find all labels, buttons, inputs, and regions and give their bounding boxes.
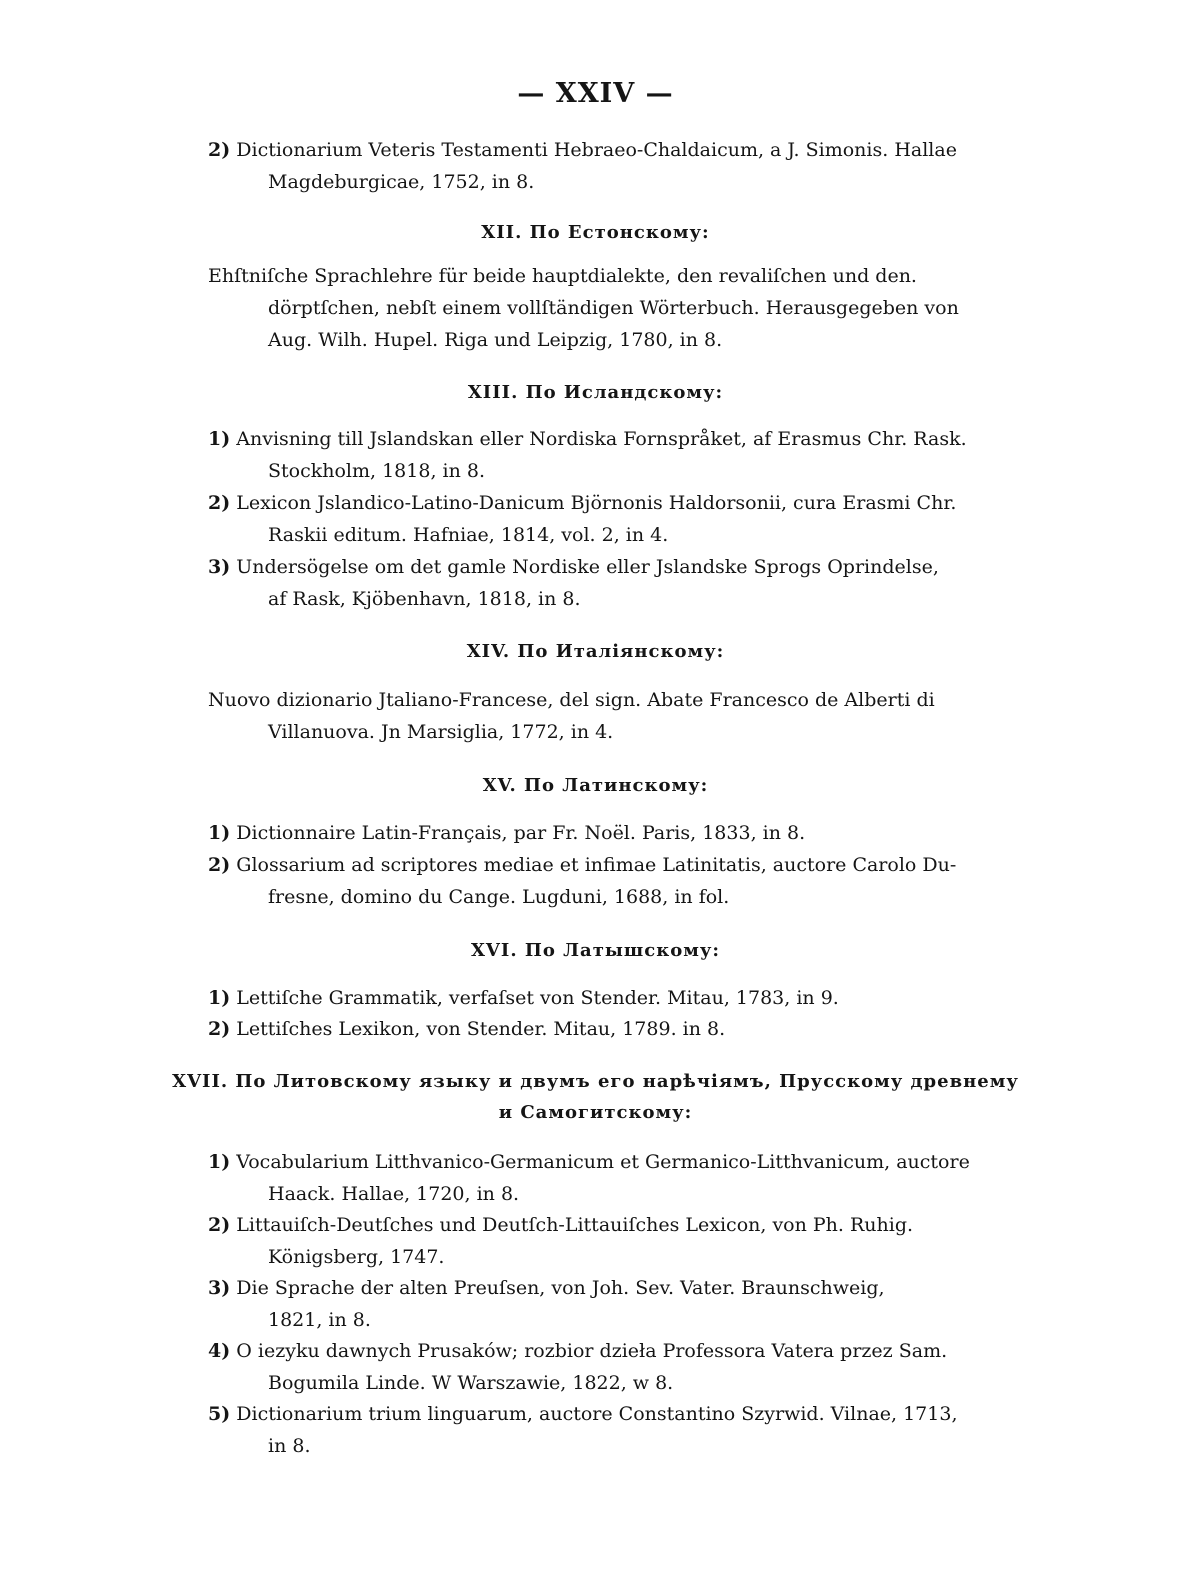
entry-number: 4) (208, 1340, 231, 1362)
entry-number: 3) (208, 556, 231, 578)
list-item (208, 551, 998, 615)
list-item (208, 134, 998, 198)
entry-continuation: Haack. Hallae, 1720, in 8. (268, 1183, 520, 1205)
list-item (208, 1146, 998, 1210)
entry-continuation: Aug. Wilh. Hupel. Riga und Leipzig, 1780, in 8. (268, 329, 723, 351)
entry-number: 3) (208, 1277, 231, 1299)
entry-text: Dictionarium trium linguarum, auctore Constantino Szyrwid. Vilnae, 1713, (236, 1403, 958, 1425)
list-item (208, 684, 998, 748)
entry-continuation: dörptſchen, nebſt einem vollſtändigen Wörterbuch. Herausgegeben von (268, 297, 959, 319)
entry-text: Littauiſch-Deutſches und Deutſch-Littauiſches Lexicon, von Ph. Ruhig. (236, 1214, 914, 1236)
page-number: — XXIV — (517, 78, 674, 109)
list-item (208, 1335, 998, 1399)
section-heading-continuation: и Самогитскому: (498, 1102, 693, 1123)
entry-number: 2) (208, 854, 231, 876)
entry-text: Vocabularium Litthvanico-Germanicum et Germanico-Litthvanicum, auctore (236, 1151, 970, 1173)
list-item (208, 487, 998, 551)
entry-number: 1) (208, 1151, 231, 1173)
list-item (208, 817, 998, 849)
list-item (208, 982, 998, 1014)
entry-number: 1) (208, 822, 231, 844)
section-heading: XII. По Естонскому: (481, 222, 710, 243)
entry-continuation: Königsberg, 1747. (268, 1246, 445, 1268)
section-heading: XIV. По Италіянскому: (466, 641, 725, 662)
entry-continuation: 1821, in 8. (268, 1309, 371, 1331)
entry-text: Ehſtniſche Sprachlehre für beide hauptdialekte, den revaliſchen und den. (208, 265, 917, 287)
entry-continuation: in 8. (268, 1435, 311, 1457)
section-heading: XVI. По Латышскому: (470, 940, 721, 961)
entry-number: 1) (208, 428, 231, 450)
entry-number: 1) (208, 987, 231, 1009)
entry-text: Lexicon Jslandico-Latino-Danicum Björnonis Haldorsonii, cura Erasmi Chr. (236, 492, 957, 514)
section-heading: XVII. По Литовскому языку и двумъ его нарѣчіямъ, Прусскому древнему (172, 1071, 1019, 1092)
entry-continuation: Raskii editum. Hafniae, 1814, vol. 2, in 4. (268, 524, 669, 546)
list-item (208, 1272, 998, 1336)
entry-text: Dictionnaire Latin-Français, par Fr. Noël. Paris, 1833, in 8. (236, 822, 806, 844)
entry-continuation: Stockholm, 1818, in 8. (268, 460, 486, 482)
entry-continuation: Magdeburgicae, 1752, in 8. (268, 171, 535, 193)
entry-text: Anvisning till Jslandskan eller Nordiska Fornspråket, af Erasmus Chr. Rask. (236, 428, 967, 450)
list-item (208, 1209, 998, 1273)
entry-number: 2) (208, 139, 231, 161)
entry-number: 2) (208, 1018, 231, 1040)
entry-text: Nuovo dizionario Jtaliano-Francese, del sign. Abate Francesco de Alberti di (208, 689, 935, 711)
entry-continuation: Bogumila Linde. W Warszawie, 1822, w 8. (268, 1372, 674, 1394)
entry-number: 5) (208, 1403, 231, 1425)
entry-continuation: Villanuova. Jn Marsiglia, 1772, in 4. (268, 721, 614, 743)
section-heading: XIII. По Исландскому: (467, 382, 724, 403)
entry-text: Lettiſches Lexikon, von Stender. Mitau, 1789. in 8. (236, 1018, 726, 1040)
list-item (208, 260, 998, 356)
entry-text: Lettiſche Grammatik, verfaſset von Stender. Mitau, 1783, in 9. (236, 987, 839, 1009)
entry-continuation: fresne, domino du Cange. Lugduni, 1688, in fol. (268, 886, 730, 908)
entry-text: Glossarium ad scriptores mediae et infimae Latinitatis, auctore Carolo Du- (236, 854, 957, 876)
entry-text: Die Sprache der alten Preuſsen, von Joh. Sev. Vater. Braunschweig, (236, 1277, 885, 1299)
list-item (208, 423, 998, 487)
entry-number: 2) (208, 492, 231, 514)
entry-continuation: af Rask, Kjöbenhavn, 1818, in 8. (268, 588, 581, 610)
entry-number: 2) (208, 1214, 231, 1236)
entry-text: Dictionarium Veteris Testamenti Hebraeo-Chaldaicum, a J. Simonis. Hallae (236, 139, 957, 161)
list-item (208, 849, 998, 913)
entry-text: O iezyku dawnych Prusaków; rozbior dzieła Professora Vatera przez Sam. (236, 1340, 948, 1362)
section-heading: XV. По Латинскому: (482, 775, 709, 796)
list-item (208, 1013, 998, 1045)
entry-text: Undersögelse om det gamle Nordiske eller Jslandske Sprogs Oprindelse, (236, 556, 939, 578)
list-item (208, 1398, 998, 1462)
